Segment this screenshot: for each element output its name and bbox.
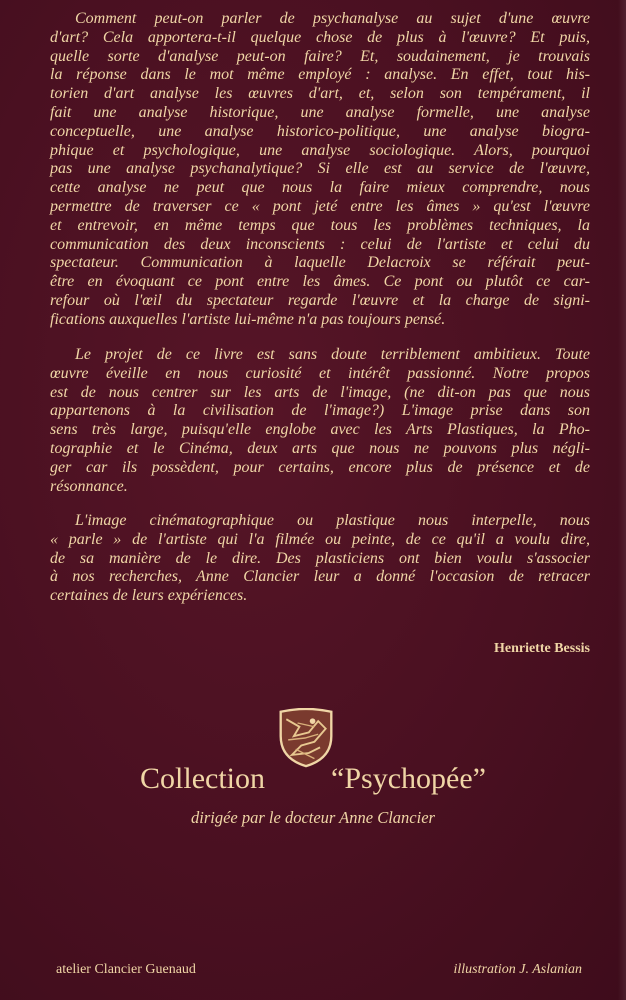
collection-name: “Psychopée” — [331, 762, 486, 795]
crest-shield-icon — [275, 708, 337, 768]
illustration-credit: illustration J. Aslanian — [453, 962, 582, 977]
text-line: certaines de leurs expériences. — [50, 587, 248, 605]
text-line: communication des deux inconscients : celui de l'artiste et celui du — [50, 235, 590, 253]
text-line: torien d'art analyse les œuvres d'art, et, selon son tempérament, il — [50, 85, 590, 103]
text-line: appartenons à la civilisation de l'image?) L'image prise dans son — [50, 402, 590, 420]
collection-word: Collection — [140, 762, 266, 795]
text-line: sens très large, puisqu'elle englobe avec les Arts Plastiques, la Pho- — [50, 421, 590, 439]
signature: Henriette Bessis — [493, 641, 590, 656]
text-line: la réponse dans le mot même employé : analyse. En effet, tout his- — [50, 66, 590, 84]
text-line: résonnance. — [50, 477, 128, 495]
text-line: conceptuelle, une analyse historico-politique, une analyse biogra- — [50, 122, 590, 140]
text-line: œuvre éveille en nous curiosité et intérêt passionné. Notre propos — [50, 364, 590, 382]
text-line: « parle » de l'artiste qui l'a filmée ou peinte, de ce qu'il a voulu dire, — [50, 530, 590, 548]
text-line: cette analyse ne peut que nous la faire mieux comprendre, nous — [50, 179, 590, 197]
text-line: permettre de traverser ce « pont jeté entre les âmes » qu'est l'œuvre — [50, 197, 590, 215]
text-line: à nos recherches, Anne Clancier leur a donné l'occasion de retracer — [50, 568, 590, 586]
text-line: Comment peut-on parler de psychanalyse au sujet d'une œuvre — [75, 10, 590, 27]
collection-title — [0, 762, 626, 796]
text-line: d'art? Cela apportera-t-il quelque chose de plus à l'œuvre? Et puis, — [50, 28, 590, 46]
text-line: fait une analyse historique, une analyse formelle, une analyse — [50, 103, 590, 121]
text-line: ger car ils possèdent, pour certains, encore plus de présence et de — [50, 458, 590, 476]
publisher-credit: atelier Clancier Guenaud — [56, 962, 196, 977]
text-line: refour où l'œil du spectateur regarde l'œuvre et la charge de signi- — [50, 291, 590, 309]
text-line: est de nous centrer sur les arts de l'image, (ne dit-on pas que nous — [50, 383, 590, 401]
text-line: fications auxquelles l'artiste lui-même n'a pas toujours pensé. — [50, 310, 446, 328]
text-line: phique et psychologique, une analyse sociologique. Alors, pourquoi — [50, 141, 590, 159]
text-line: L'image cinématographique ou plastique nous interpelle, nous — [75, 512, 590, 529]
text-line: de sa manière de le dire. Des plasticiens ont bien voulu s'associer — [50, 549, 590, 567]
paragraph-1 — [50, 10, 590, 330]
paragraph-3 — [50, 512, 590, 606]
text-line: spectateur. Communication à laquelle Delacroix se référait peut- — [50, 254, 590, 272]
cover-edge — [618, 0, 626, 1000]
text-line: pas une analyse psychanalytique? Si elle est au service de l'œuvre, — [50, 160, 590, 178]
text-line: et entrevoir, en même temps que tous les problèmes techniques, la — [50, 216, 590, 234]
text-line: tographie et le Cinéma, deux arts que nous ne pouvons plus négli- — [50, 439, 590, 457]
collection-subtitle: dirigée par le docteur Anne Clancier — [191, 808, 435, 827]
paragraph-2 — [50, 346, 590, 496]
text-line: être en évoquant ce pont entre les âmes. Ce pont ou plutôt ce car- — [50, 273, 590, 291]
text-line: Le projet de ce livre est sans doute terriblement ambitieux. Toute — [75, 346, 590, 363]
text-line: quelle sorte d'analyse peut-on faire? Et, soudainement, je trouvais — [50, 47, 590, 65]
